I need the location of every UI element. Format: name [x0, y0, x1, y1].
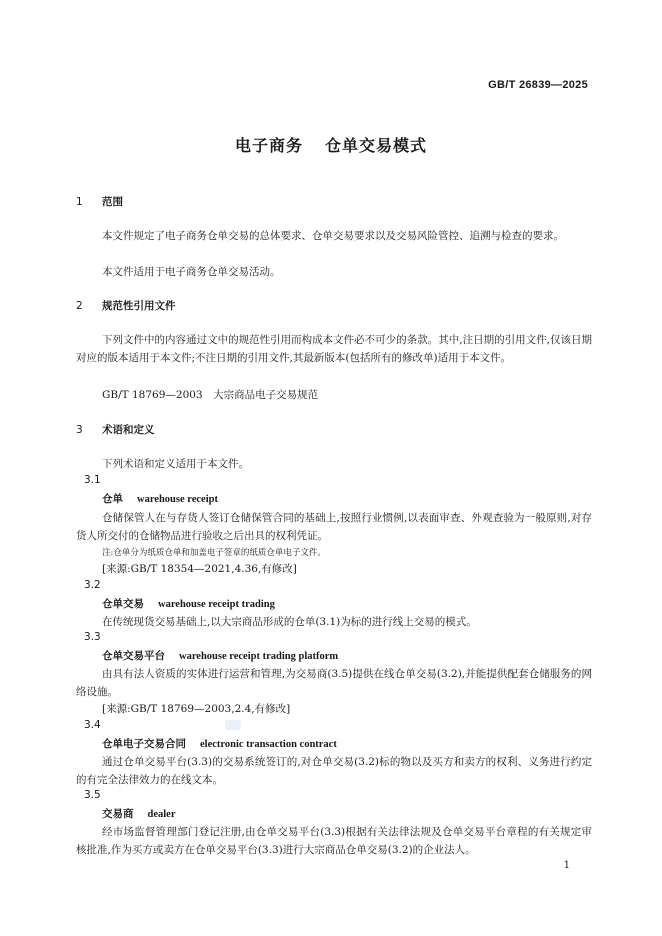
term-number: 3.3 — [84, 631, 101, 643]
term-source: [来源:GB/T 18354—2021,4.36,有修改] — [102, 563, 297, 575]
section-2-paragraph: 下列文件中的内容通过文中的规范性引用而构成本文件必不可少的条款。其中,注日期的引用文件,仅该日期对应的版本适用于本文件;不注日期的引用文件,其最新版本(包括所有的修改单)适用于本文件。 — [76, 334, 592, 364]
term-definition: 仓储保管人在与存货人签订仓储保管合同的基础上,按照行业惯例,以表面审查、外观查验为一般原则,对存货人所交付的仓储物品进行验收之后出具的权利凭证。 — [76, 512, 592, 542]
term-title: 仓单交易平台 warehouse receipt trading platform — [102, 650, 339, 662]
term-definition: 由具有法人资质的实体进行运营和管理,为交易商(3.5)提供在线仓单交易(3.2),并能提供配套仓储服务的网络设施。 — [76, 668, 592, 698]
section-1-paragraph-1: 本文件规定了电子商务仓单交易的总体要求、仓单交易要求以及交易风险管控、追溯与检查的要求。 — [102, 230, 564, 242]
term-definition: 通过仓单交易平台(3.3)的交易系统签订的,对仓单交易(3.2)标的物以及买方和卖方的权利、义务进行约定的有完全法律效力的在线文本。 — [76, 756, 592, 786]
normative-reference: GB/T 18769—2003 大宗商品电子交易规范 — [102, 389, 319, 401]
term-title: 仓单 warehouse receipt — [102, 493, 218, 505]
term-number: 3.1 — [84, 474, 101, 486]
term-definition: 在传统现货交易基础上,以大宗商品形成的仓单(3.1)为标的进行线上交易的模式。 — [102, 616, 477, 628]
term-title: 交易商 dealer — [102, 808, 176, 820]
term-note: 注:仓单分为纸质仓单和加盖电子签章的纸质仓单电子文件。 — [102, 548, 326, 558]
term-source: [来源:GB/T 18769—2003,2.4,有修改] — [102, 703, 291, 715]
terms-intro: 下列术语和定义适用于本文件。 — [102, 458, 249, 470]
section-1-heading: 1 范围 — [76, 196, 123, 208]
title-part-1: 电子商务 — [234, 136, 303, 155]
title-part-2: 仓单交易模式 — [325, 136, 428, 155]
document-title — [0, 133, 662, 156]
term-number: 3.5 — [84, 789, 101, 801]
watermark-mark — [225, 720, 241, 730]
term-title: 仓单交易 warehouse receipt trading — [102, 598, 275, 610]
term-title: 仓单电子交易合同 electronic transaction contract — [102, 738, 337, 750]
standard-number: GB/T 26839—2025 — [488, 79, 588, 91]
section-2-heading: 2 规范性引用文件 — [76, 300, 176, 312]
term-number: 3.4 — [84, 719, 101, 731]
term-definition: 经市场监督管理部门登记注册,由仓单交易平台(3.3)根据有关法律法规及仓单交易平台章程的有关规定审核批准,作为买方或卖方在仓单交易平台(3.3)进行大宗商品仓单交易(3.2)的企业法人。 — [76, 826, 592, 856]
section-3-heading: 3 术语和定义 — [76, 424, 155, 436]
term-number: 3.2 — [84, 579, 101, 591]
page-number: 1 — [563, 860, 570, 871]
section-1-paragraph-2: 本文件适用于电子商务仓单交易活动。 — [102, 266, 281, 278]
